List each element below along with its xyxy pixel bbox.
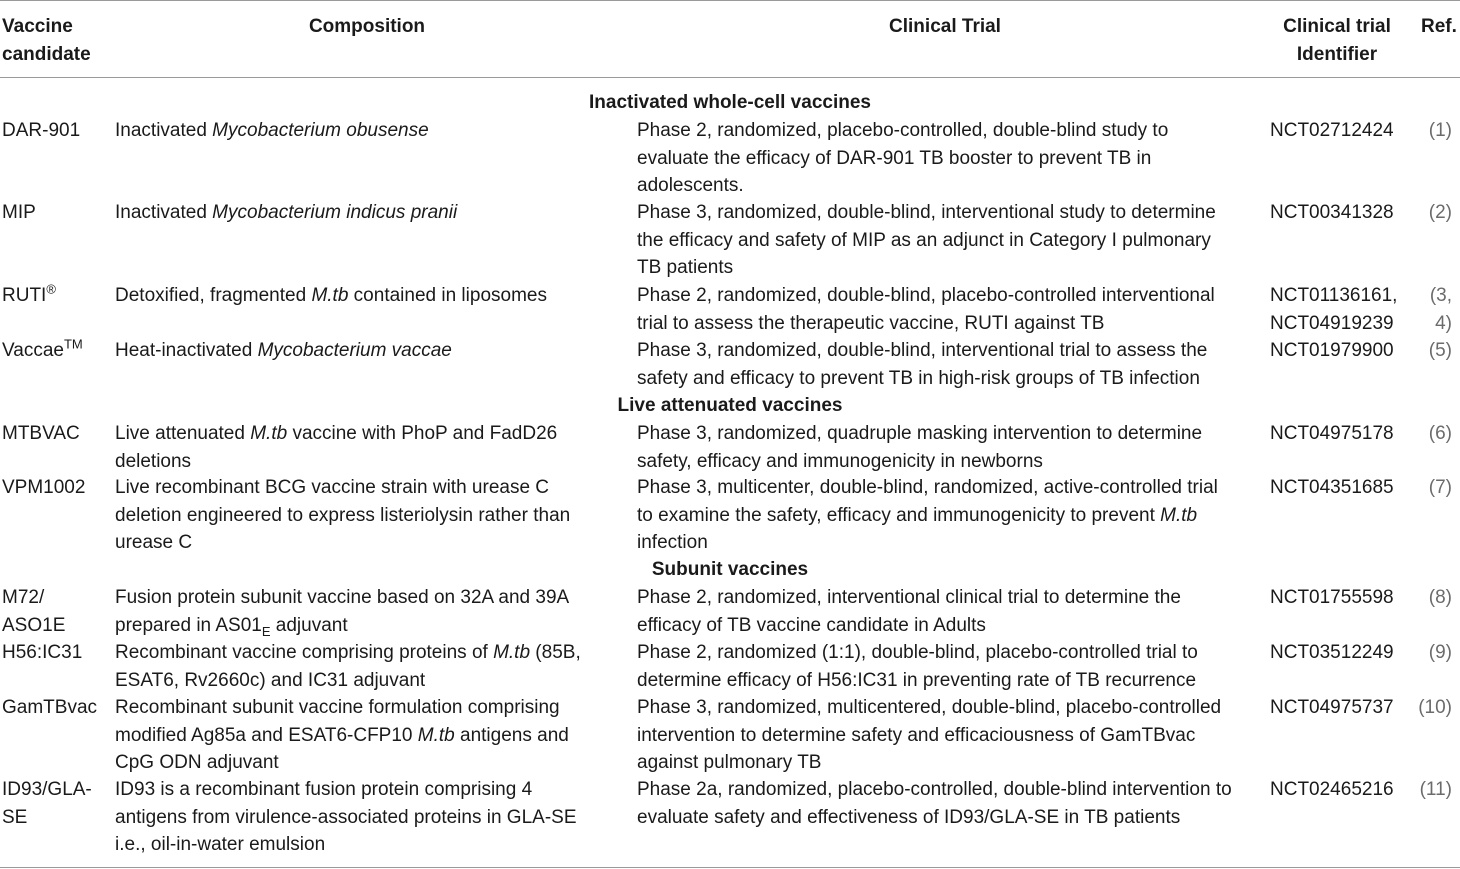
composition-cell: Live recombinant BCG vaccine strain with urease C deletion engineered to express listeriolysin rather than urease C <box>115 477 571 553</box>
reference-cell: (3, 4) <box>1429 285 1452 334</box>
bottom-rule <box>0 867 1460 868</box>
clinical-trial-cell: Phase 2a, randomized, placebo-controlled, double-blind intervention to evaluate safety and effectiveness of ID93/GLA-SE in TB patients <box>637 779 1232 828</box>
reference-cell: (5) <box>1428 340 1452 361</box>
vaccine-name-cell: H56:IC31 <box>2 642 83 663</box>
vaccine-name-cell: RUTI® <box>2 281 56 306</box>
trial-identifier-cell: NCT01979900 <box>1270 340 1394 361</box>
trial-identifier-cell: NCT01136161, NCT04919239 <box>1270 285 1398 334</box>
trial-identifier-cell: NCT03512249 <box>1270 642 1394 663</box>
reference-cell: (6) <box>1428 423 1452 444</box>
trial-identifier-cell: NCT01755598 <box>1270 587 1394 608</box>
section-title: Inactivated whole-cell vaccines <box>589 92 871 113</box>
header-ref: Ref. <box>1421 16 1457 37</box>
clinical-trial-cell: Phase 3, randomized, double-blind, interventional trial to assess the safety and efficacy to prevent TB in high-risk groups of TB infection <box>637 340 1208 389</box>
clinical-trial-cell: Phase 3, randomized, multicentered, double-blind, placebo-controlled intervention to determine safety and efficaciousness of GamTBvac against pulmonary TB <box>637 697 1222 773</box>
trial-identifier-cell: NCT00341328 <box>1270 202 1394 223</box>
top-rule <box>0 0 1460 1</box>
clinical-trial-cell: Phase 2, randomized, interventional clinical trial to determine the efficacy of TB vaccine candidate in Adults <box>637 587 1181 636</box>
clinical-trial-cell: Phase 3, randomized, double-blind, interventional study to determine the efficacy and safety of MIP as an adjunct in Category I pulmonary TB patients <box>637 202 1216 278</box>
vaccine-name-cell: VPM1002 <box>2 477 86 498</box>
vaccine-name-cell: Vaccae™ <box>2 336 83 361</box>
composition-cell: ID93 is a recombinant fusion protein comprising 4 antigens from virulence-associated proteins in GLA-SE i.e., oil-in-water emulsion <box>115 779 577 855</box>
header-rule <box>0 77 1460 78</box>
clinical-trial-cell: Phase 2, randomized, placebo-controlled, double-blind study to evaluate the efficacy of DAR-901 TB booster to prevent TB in adolescents. <box>637 120 1169 196</box>
clinical-trial-cell: Phase 2, randomized (1:1), double-blind, placebo-controlled trial to determine efficacy of H56:IC31 in preventing rate of TB recurrence <box>637 642 1198 691</box>
composition-cell: Live attenuated M.tb vaccine with PhoP and FadD26 deletions <box>115 423 558 472</box>
trial-identifier-cell: NCT02712424 <box>1270 120 1394 141</box>
composition-cell: Inactivated Mycobacterium indicus pranii <box>115 202 458 223</box>
vaccine-name-cell: MTBVAC <box>2 423 80 444</box>
vaccine-name-cell: DAR-901 <box>2 120 81 141</box>
header-vaccine-candidate: Vaccine candidate <box>2 16 91 65</box>
header-identifier: Clinical trial Identifier <box>1283 16 1391 65</box>
section-title: Subunit vaccines <box>651 559 809 580</box>
vaccine-name-cell: GamTBvac <box>2 697 98 718</box>
header-composition: Composition <box>308 16 426 37</box>
composition-cell: Inactivated Mycobacterium obusense <box>115 120 429 141</box>
reference-cell: (10) <box>1418 697 1452 718</box>
composition-cell: Detoxified, fragmented M.tb contained in liposomes <box>115 285 547 306</box>
section-title: Live attenuated vaccines <box>617 395 843 416</box>
clinical-trial-cell: Phase 2, randomized, double-blind, placebo-controlled interventional trial to assess the therapeutic vaccine, RUTI against TB <box>637 285 1215 334</box>
reference-cell: (9) <box>1428 642 1452 663</box>
trial-identifier-cell: NCT04351685 <box>1270 477 1394 498</box>
clinical-trial-cell: Phase 3, multicenter, double-blind, randomized, active-controlled trial to examine the safety, efficacy and immunogenicity to prevent M.tb infection <box>637 477 1218 553</box>
composition-cell: Recombinant subunit vaccine formulation comprising modified Ag85a and ESAT6-CFP10 M.tb antigens and CpG ODN adjuvant <box>115 697 569 773</box>
reference-cell: (1) <box>1428 120 1452 141</box>
composition-cell: Heat-inactivated Mycobacterium vaccae <box>115 340 452 361</box>
reference-cell: (8) <box>1428 587 1452 608</box>
composition-cell: Recombinant vaccine comprising proteins of M.tb (85B, ESAT6, Rv2660c) and IC31 adjuvant <box>115 642 581 691</box>
reference-cell: (7) <box>1428 477 1452 498</box>
vaccine-name-cell: ID93/GLA- SE <box>2 779 92 828</box>
vaccine-name-cell: M72/ ASO1E <box>2 587 66 636</box>
header-clinical-trial: Clinical Trial <box>889 16 1001 37</box>
reference-cell: (2) <box>1428 202 1452 223</box>
clinical-trial-cell: Phase 3, randomized, quadruple masking intervention to determine safety, efficacy and immunogenicity in newborns <box>637 423 1203 472</box>
trial-identifier-cell: NCT04975178 <box>1270 423 1394 444</box>
vaccine-name-cell: MIP <box>2 202 36 223</box>
composition-cell: Fusion protein subunit vaccine based on 32A and 39A prepared in $AS01_E$ adjuvant <box>115 587 570 639</box>
trial-identifier-cell: NCT02465216 <box>1270 779 1394 800</box>
trial-identifier-cell: NCT04975737 <box>1270 697 1394 718</box>
reference-cell: (11) <box>1419 779 1452 800</box>
